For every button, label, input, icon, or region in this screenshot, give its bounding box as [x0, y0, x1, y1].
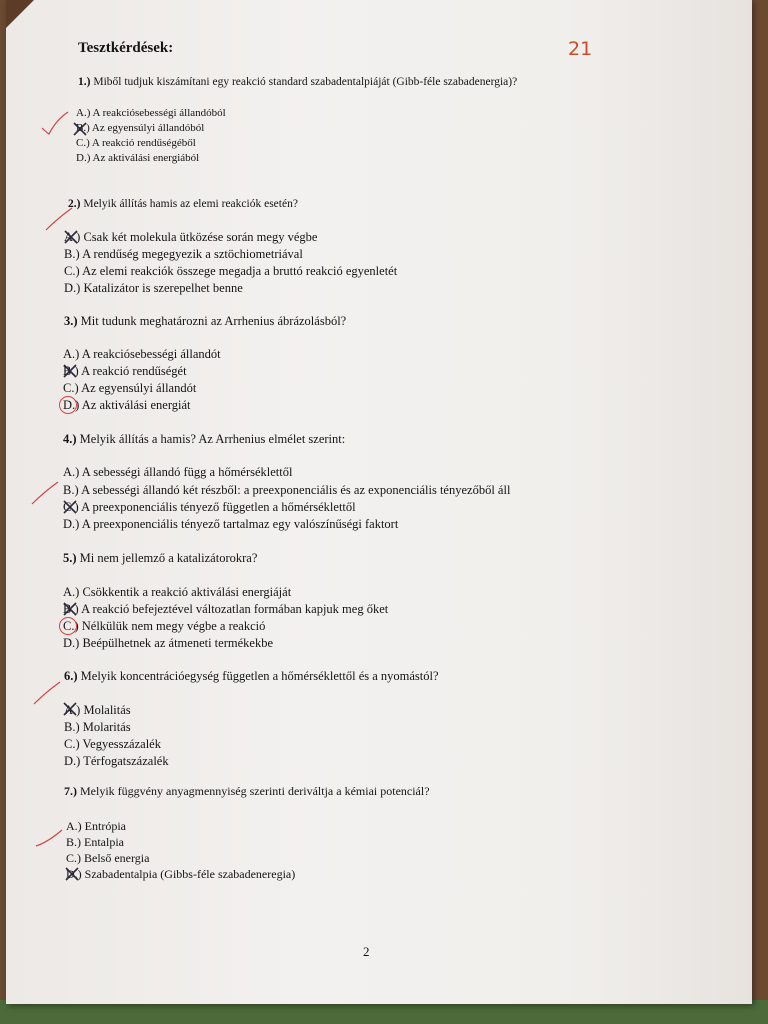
question-2: 2.) Melyik állítás hamis az elemi reakciók esetén? [68, 198, 298, 210]
checkmark-icon [40, 110, 70, 136]
q7-option-d[interactable]: D.) Szabadentalpia (Gibbs-féle szabadeneregia) [66, 867, 296, 881]
correction-circle-icon [59, 396, 77, 414]
q6-option-a[interactable]: A.) Molalitás [64, 703, 131, 717]
q3-option-b[interactable]: B.) A reakció rendűségét [63, 364, 187, 378]
q3-option-d[interactable]: D.) Az aktiválási energiát [63, 398, 191, 412]
q1-option-a[interactable]: A.) A reakciósebességi állandóból [76, 107, 226, 119]
q3-option-a[interactable]: A.) A reakciósebességi állandót [63, 347, 221, 361]
q6-option-c[interactable]: C.) Vegyesszázalék [64, 737, 161, 751]
q4-option-a[interactable]: A.) A sebességi állandó függ a hőmérséklettől [63, 465, 293, 479]
question-5: 5.) Mi nem jellemző a katalizátorokra? [63, 551, 258, 565]
cross-mark-icon [62, 499, 78, 515]
q7-option-b[interactable]: B.) Entalpia [66, 835, 124, 849]
question-7: 7.) Melyik függvény anyagmennyiség szerinti deriváltja a kémiai potenciál? [64, 784, 430, 798]
page-title: Tesztkérdések: [78, 40, 174, 56]
question-1: 1.) Miből tudjuk kiszámítani egy reakció standard szabadentalpiáját (Gibb-féle szabadenergia)? [78, 76, 518, 88]
exam-page [6, 0, 752, 1004]
q5-option-b[interactable]: B.) A reakció befejeztével változatlan formában kapjuk meg őket [63, 602, 389, 616]
q1-option-d[interactable]: D.) Az aktiválási energiából [76, 152, 200, 164]
correction-circle-icon [59, 617, 77, 635]
question-4: 4.) Melyik állítás a hamis? Az Arrhenius elmélet szerint: [63, 432, 346, 446]
q2-option-a[interactable]: A.) Csak két molekula ütközése során megy végbe [64, 230, 318, 244]
checkmark-icon [44, 206, 74, 232]
q5-option-d[interactable]: D.) Beépülhetnek az átmeneti termékekbe [63, 636, 273, 650]
cross-mark-icon [72, 121, 88, 137]
q3-option-c[interactable]: C.) Az egyensúlyi állandót [63, 381, 197, 395]
cross-mark-icon [62, 601, 78, 617]
q1-option-c[interactable]: C.) A reakció rendűségéből [76, 137, 196, 149]
cross-mark-icon [62, 363, 78, 379]
q2-option-b[interactable]: B.) A rendűség megegyezik a sztöchiometriával [64, 247, 303, 261]
page-number: 2 [363, 944, 370, 959]
checkmark-icon [32, 680, 62, 706]
q4-option-c[interactable]: C.) A preexponenciális tényező független a hőmérséklettől [63, 500, 356, 514]
checkmark-icon [30, 480, 60, 506]
q5-option-a[interactable]: A.) Csökkentik a reakció aktiválási energiáját [63, 585, 292, 599]
handwritten-score: 21 [568, 38, 593, 60]
q7-option-a[interactable]: A.) Entrópia [66, 819, 126, 833]
question-6: 6.) Melyik koncentrációegység független a hőmérséklettől és a nyomástól? [64, 669, 439, 683]
q2-option-d[interactable]: D.) Katalizátor is szerepelhet benne [64, 281, 243, 295]
folded-corner [6, 0, 34, 28]
q4-option-b[interactable]: B.) A sebességi állandó két részből: a preexponenciális és az exponenciális tényezőből áll [63, 483, 511, 497]
question-3: 3.) Mit tudunk meghatározni az Arrhenius ábrázolásból? [64, 314, 347, 328]
q2-option-c[interactable]: C.) Az elemi reakciók összege megadja a bruttó reakció egyenletét [64, 264, 398, 278]
q1-option-b[interactable]: B.) Az egyensúlyi állandóból [76, 122, 205, 134]
cross-mark-icon [64, 866, 80, 882]
q6-option-b[interactable]: B.) Molaritás [64, 720, 131, 734]
q6-option-d[interactable]: D.) Térfogatszázalék [64, 754, 169, 768]
q5-option-c[interactable]: C.) Nélkülük nem megy végbe a reakció [63, 619, 266, 633]
cross-mark-icon [62, 701, 78, 717]
q7-option-c[interactable]: C.) Belső energia [66, 851, 150, 865]
checkmark-icon [34, 826, 64, 852]
q4-option-d[interactable]: D.) A preexponenciális tényező tartalmaz egy valószínűségi faktort [63, 517, 399, 531]
